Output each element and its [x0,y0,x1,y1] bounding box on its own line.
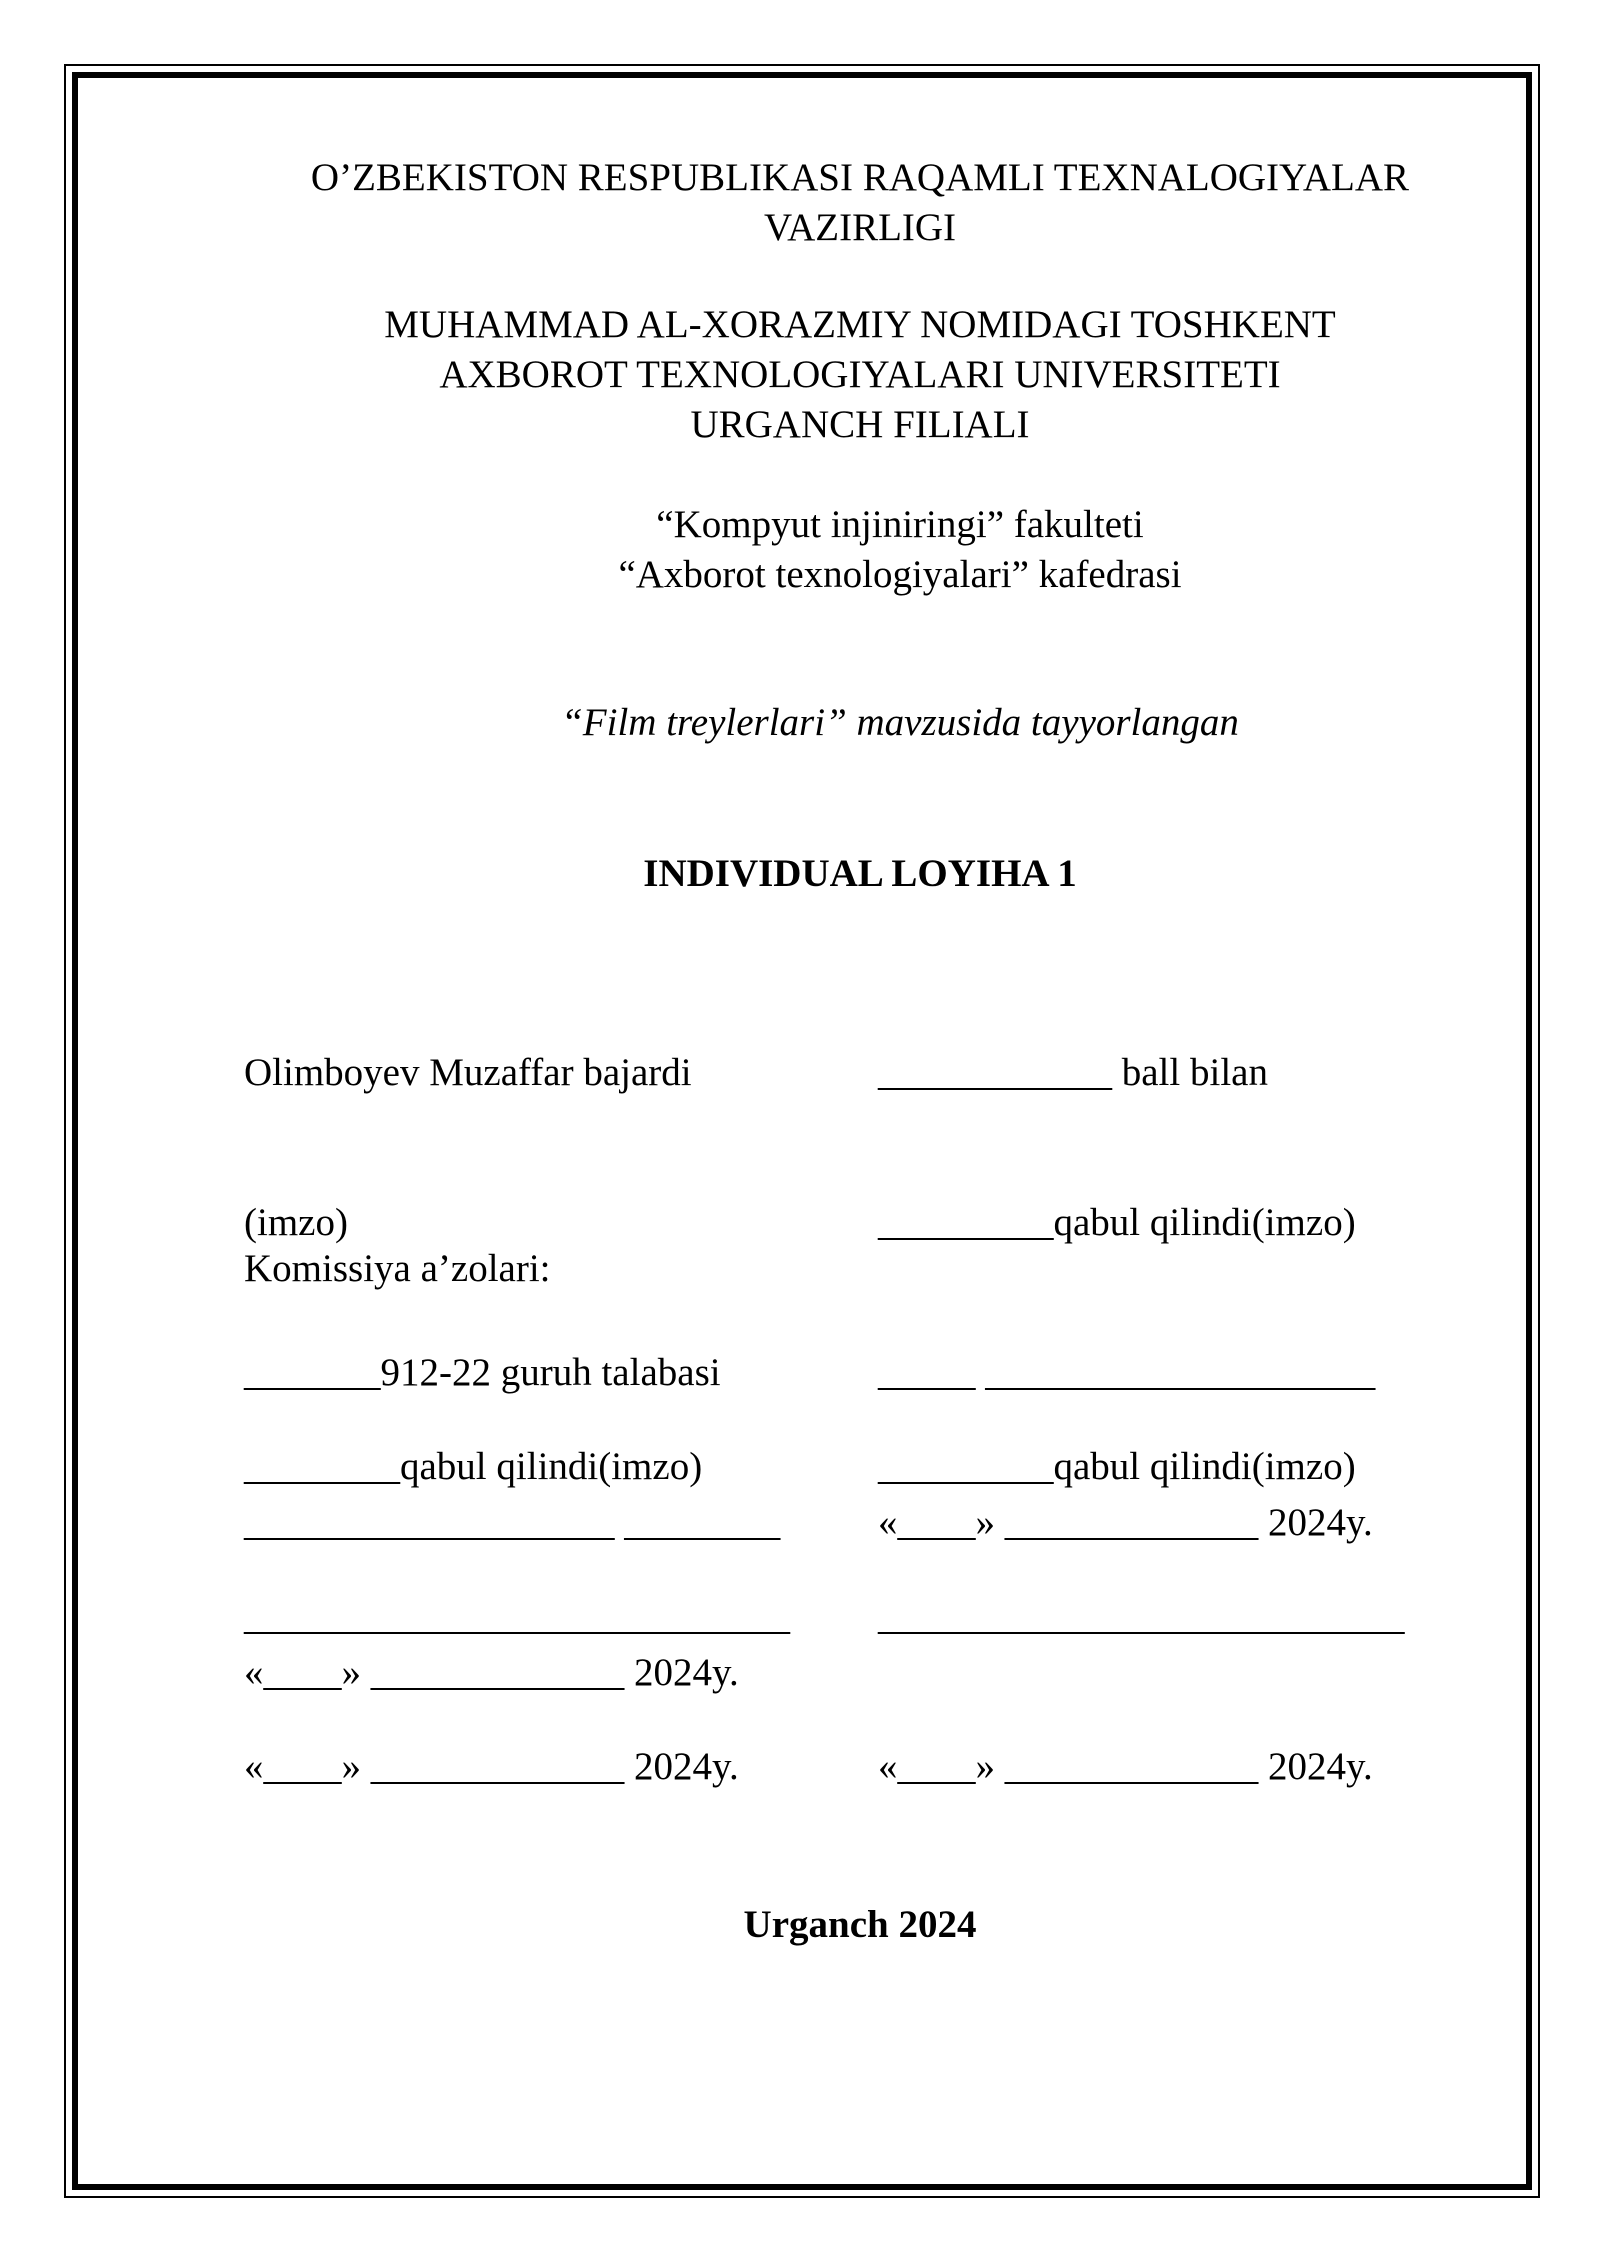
university-line-2: AXBOROT TEXNOLOGIYALARI UNIVERSITETI [439,353,1281,396]
commission-member-left [244,1342,790,1892]
ministry-heading [240,153,1480,253]
university-line-1: MUHAMMAD AL-XORAZMIY NOMIDAGI TOSHKENT [384,303,1336,346]
commission-member-right [878,1342,1405,1892]
grader-score-line: ____________ ball bilan [878,1051,1268,1094]
ministry-line-1: O’ZBEKISTON RESPUBLIKASI RAQAMLI TEXNALOGIYALAR [310,156,1410,199]
commission-left-accept: ________qabul qilindi(imzo) [244,1445,703,1488]
ministry-line-2: VAZIRLIGI [763,206,957,249]
grader-accept-line: _________qabul qilindi(imzo) [878,1201,1356,1244]
commission-right-accept: _________qabul qilindi(imzo) [878,1445,1356,1488]
grader-date-line: «____» _____________ 2024y. [878,1501,1373,1544]
university-line-3: URGANCH FILIALI [690,403,1030,446]
university-heading [240,300,1480,450]
commission-left-date: «____» _____________ 2024y. [244,1745,739,1788]
commission-label: Komissiya a’zolari: [244,1247,551,1290]
student-group: _______912-22 guruh talabasi [244,1351,721,1394]
commission-right-blank: ___________________________ [878,1595,1405,1638]
department-name: “Axborot texnologiyalari” kafedrasi [618,553,1182,596]
faculty-name: “Kompyut injiniringi” fakulteti [656,503,1144,546]
faculty-department [300,500,1500,600]
student-date-line: «____» _____________ 2024y. [244,1651,739,1694]
student-blank-line: ___________________ ________ [244,1501,781,1544]
student-name: Olimboyev Muzaffar bajardi [244,1051,692,1094]
project-topic: “Film treylerlari” mavzusida tayyorlangan [561,701,1239,744]
grader-blank-line: _____ ____________________ [878,1351,1376,1394]
footer-city-year: Urganch 2024 [743,1903,977,1946]
work-title: INDIVIDUAL LOYIHA 1 [643,852,1077,895]
commission-right-date: «____» _____________ 2024y. [878,1745,1373,1788]
commission-left-blank: ____________________________ [244,1595,790,1638]
student-signature-label: (imzo) [244,1201,348,1244]
